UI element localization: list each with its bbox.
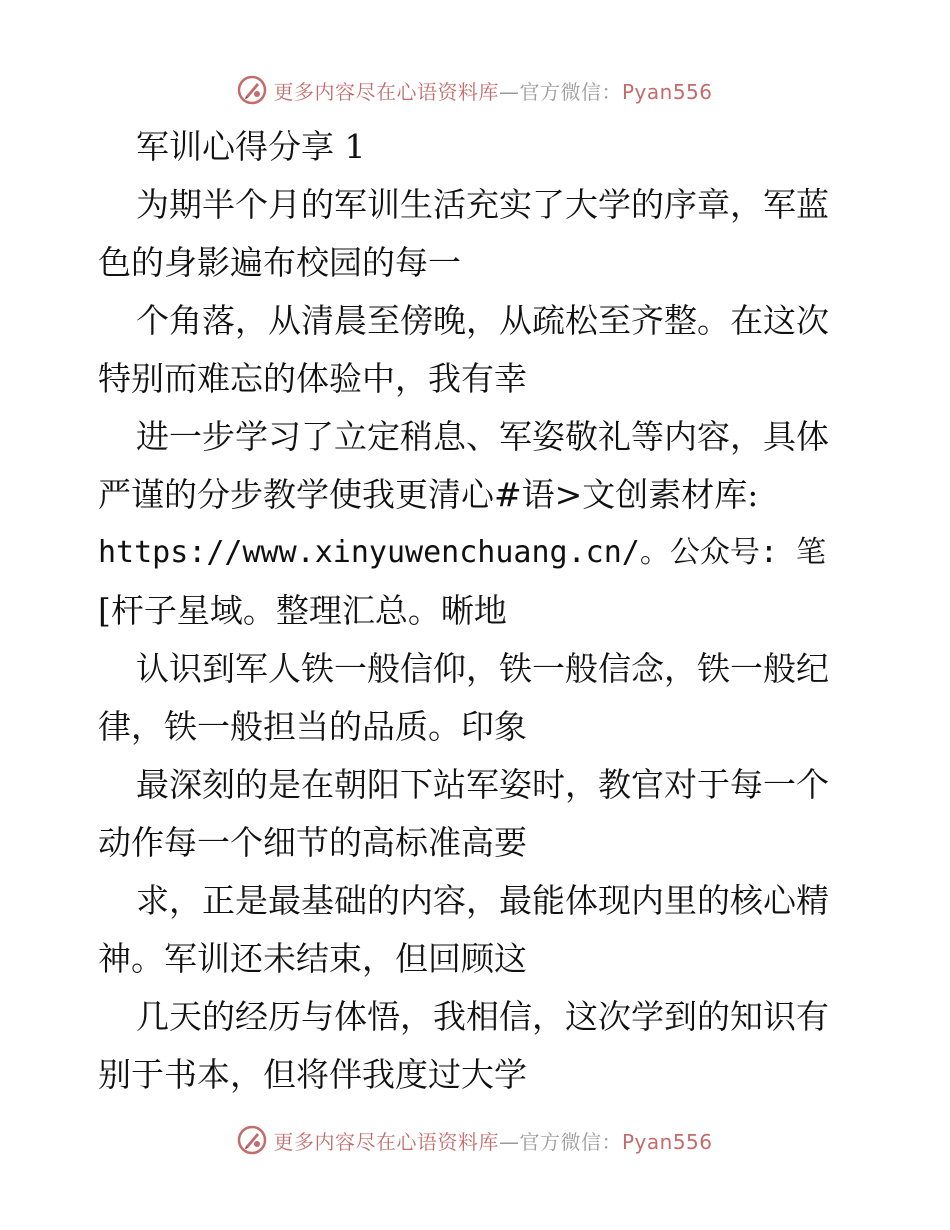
document-title: 军训心得分享 1 — [136, 127, 366, 166]
banner-main-text: 更多内容尽在心语资料库 — [273, 79, 499, 104]
banner-text — [273, 1126, 712, 1155]
text-line: 严谨的分步教学使我更清心#语>文创素材库: — [98, 475, 759, 514]
text-line: https://www.xinyuwenchuang.cn/。公众号: 笔 — [98, 535, 826, 570]
banner-dash: — — [498, 79, 520, 104]
text-line: 神。军训还未结束，但回顾这 — [98, 939, 527, 978]
header-watermark-banner — [0, 68, 950, 112]
text-line: 最深刻的是在朝阳下站军姿时，教官对于每一个 — [136, 765, 829, 804]
text-line: 为期半个月的军训生活充实了大学的序章，军蓝 — [136, 185, 829, 224]
text-line: 别于书本，但将伴我度过大学 — [98, 1055, 527, 1094]
banner-wechat-label: 官方微信： — [519, 79, 622, 104]
text-line: 进一步学习了立定稍息、军姿敬礼等内容，具体 — [136, 417, 829, 456]
text-line: 色的身影遍布校园的每一 — [98, 243, 461, 282]
banner-wechat-handle: Pyan556 — [621, 79, 713, 104]
banner-text — [273, 76, 712, 105]
document-body — [98, 118, 858, 1104]
footer-watermark-banner — [0, 1118, 950, 1162]
text-line: 几天的经历与体悟，我相信，这次学到的知识有 — [136, 997, 829, 1036]
banner-dash: — — [498, 1129, 520, 1154]
banner-wechat-handle: Pyan556 — [621, 1129, 713, 1154]
banner-main-text: 更多内容尽在心语资料库 — [273, 1129, 499, 1154]
text-line: 个角落，从清晨至傍晚，从疏松至齐整。在这次 — [136, 301, 829, 340]
text-line: 特别而难忘的体验中，我有幸 — [98, 359, 527, 398]
text-line: 求，正是最基础的内容，最能体现内里的核心精 — [136, 881, 829, 920]
quill-logo-icon — [237, 75, 267, 105]
quill-logo-icon — [237, 1125, 267, 1155]
text-line: 律，铁一般担当的品质。印象 — [98, 707, 527, 746]
text-line: 认识到军人铁一般信仰，铁一般信念，铁一般纪 — [136, 649, 829, 688]
text-line: [杆子星域。整理汇总。晰地 — [98, 591, 507, 630]
banner-wechat-label: 官方微信： — [519, 1129, 622, 1154]
text-line: 动作每一个细节的高标准高要 — [98, 823, 527, 862]
